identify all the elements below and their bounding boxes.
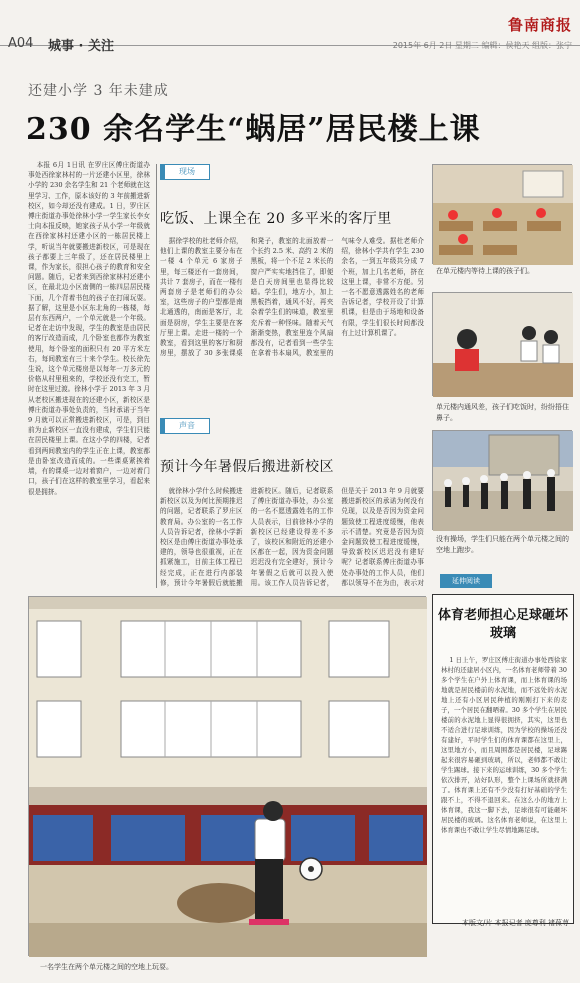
sidebar-body: 1 日上午，罗庄区傅庄街道办事处西徐家林村的还建居小区内，一名体育老师带着 30 多个学生在户外上体育课，而上体育课的场地就是居民楼前的水泥地，而不远处的水泥地上还有小区居民种植的刚刚打下来的麦子，一个居民在翻晒着。30 多个学生在居民楼前的水泥地上显得很拥挤，其实，这里也不适合进行足球训练，因为学校的操场还没有建好，平时学生们的体育课都在这里上，这里地方小，而且周围都是居民楼，足球踢起来很容易砸到玻璃，所以，老师都不敢让学生踢球。接下来的运球训练，30 多个学生依次排开，站好队形，整个上课场所就挤满了。体育课上还有不少没有打好基础的学生跟不上，不得不退回来。在这么小的地方上体育课，我这一脚下去，足球很有可能砸坏居民楼的玻璃。这名体育老师说，在这里上体育课也不敢让学生尽情地踢足球。: [441, 656, 567, 834]
page-header: [0, 0, 580, 54]
sidebar-box: [432, 594, 574, 924]
article-headline: 230 余名学生“蜗居”居民楼上课: [26, 112, 481, 147]
column-divider: [156, 164, 157, 588]
article-kicker: 还建小学 3 年未建成: [28, 83, 169, 99]
section2-title: 预计今年暑假后搬进新校区: [160, 459, 334, 475]
section-title: 城事 · 关注: [48, 39, 114, 54]
section2-tag: 声音: [160, 418, 210, 434]
exercise-photo: [432, 430, 572, 530]
section1-tag: 现场: [160, 164, 210, 180]
main-photo: [28, 596, 426, 956]
main-photo-caption: 一名学生在两个单元楼之间的空地上玩耍。: [40, 963, 173, 971]
student-photo-caption: 单元楼内通风差，孩子们吃饭时，纷纷捂住鼻子。: [436, 403, 569, 422]
sidebar-tag: 延伸阅读: [440, 574, 492, 588]
byline: 本版文/片 本报记者 庞尊利 褚葆荨: [462, 919, 570, 927]
page-number: A04: [8, 36, 34, 51]
exercise-photo-caption: 没有操场，学生们只能在两个单元楼之间的空地上跑步。: [436, 535, 569, 554]
section1-body: 据徐学校的杜老师介绍，他们上课的教室主要分布在一楼 4 个单元 6 家房子里，每三楼还有一套房间，共计 7 套房子，而在一楼有两套房子是老师们的办公室，这些房子的户型都是南北通透的，南面是客厅，北面是厨房，学生主要是在客厅里上课。走进一楼的一个教室，看到这里的客厅和厨房里，摆放了 30 多张课桌和凳子，教室的北面放着一个长约 2.5 米、高约 2 米的黑板，将一个不足 2 米长的窗户严实实地挡住了，即便是白天房间里也显得比较暗。学生们，地方小，加上黑板挡着，通风不好，再夹杂着学生们的味道，教室里充斥着一种怪味。随着天气渐渐变热，教室里连个风扇都没有，记者看到一些学生在拿着书本扇风，教室里的气味令人难受。据杜老师介绍，徐林小学共有学生 230 余名，一到五年级共分成 7 个班，加上几名老师，挤在这里上课，非常不方便。另一名不愿意透露姓名的老师告诉记者，学校开设了计算机课，但是由于场地和设备有限，学生们很长时间都没有上过计算机课了。: [160, 237, 424, 358]
sidebar-title: 体育老师担心足球砸坏玻璃: [437, 608, 568, 641]
student-photo: [432, 292, 572, 396]
lead-column: 本报 6月 1日讯 在罗庄区傅庄街道办事处西徐家林村的一片还建小区里，徐林小学的 230 余名学生和 21 个老师就在这里学习、工作，原本该好的 3 年前搬进新校区，如今却还没有建成。1 日，罗庄区傅庄街道办事处徐林小学一学生家长李女士向本报反映，她家孩子从小学一年级就在西徐家林村还建小区的一栋居民楼上学，听说当年就要搬进新校区，可是现在孩子都要上三年级了，还在居民楼里上课，作为家长，很担心孩子的教育和安全问题。随后，记者来到西徐家林村还建小区，在最北边小区南侧的一栋四层居民楼下面，几个背着书包的孩子在打闹玩耍。据了解，这里是小区东北角的一栋楼，每层有东西两户，一个单元就是一个年级。记者在走访中发现，学生的教室是由居民的客厅改造而成，几个卧室也都作为教室使用，每个卧室的面积只有 20 平方米左右，每间教室有三十来个学生。校长徐先生说，这个单元楼房是以每年一万多元的价格从村里租来的，学校还没有完工，暂时在这里过渡。徐林小学于 2013 年 3 月从老校区搬进现在的还建小区，新校区是傅庄街道办事处负责的，当时承诺于当年 9 月就可以正常搬进新校区，可是，到目前为止新校区一直没有建成，学生们只能在居民楼里上课。在这小学的四楼，记者看到两间教室内的学生正在上课，教室都是由卧室改造而成的。一些课桌紧挨着墙，有的课桌一边对着窗户，一边对着门口，孩子们在这样的教室里学习，看起来很是拥挤。: [28, 161, 150, 496]
classroom-photo-caption: 在单元楼内等待上课的孩子们。: [436, 267, 534, 275]
section2-body: 就徐林小学什么时候搬进新校区以及为何比预期推迟的问题，记者联系了罗庄区教育局。办公室的一名工作人员告诉记者，徐林小学新校区是由傅庄街道办事处承建的，领导也很重视，正在抓紧施工，目前主体工程已经完成，正在进行内部装修，预计今年暑假后就能搬进新校区。随后，记者联系了傅庄街道办事处，办公室的一名不愿透露姓名的工作人员表示，目前徐林小学的新校区已经建设得差不多了，该校区和附近的还建小区都在一起，因为资金问题迟迟没有完全建好，预计今年暑假之后就可以投入使用。该工作人员告诉记者，但是关于 2013 年 9 月就要搬进新校区的承诺为何没有兑现，以及是否因为资金问题致使工程进度缓慢，他表示不清楚。究竟是否因为资金问题致使工程进度缓慢，导致新校区迟迟没有建好呢？记者联系傅庄街道办事处办事处的工作人员，他们都以领导不在为由，表示对: [160, 487, 424, 587]
section1-title: 吃饭、上课全在 20 多平米的客厅里: [160, 211, 392, 227]
newspaper-logo: 鲁南商报: [507, 16, 572, 34]
building-illustration: [29, 597, 427, 957]
classroom-photo: [432, 164, 572, 264]
date-info: 2015年 6月 2日 星期二 编辑：侯艳天 组版：张宁: [392, 41, 572, 50]
